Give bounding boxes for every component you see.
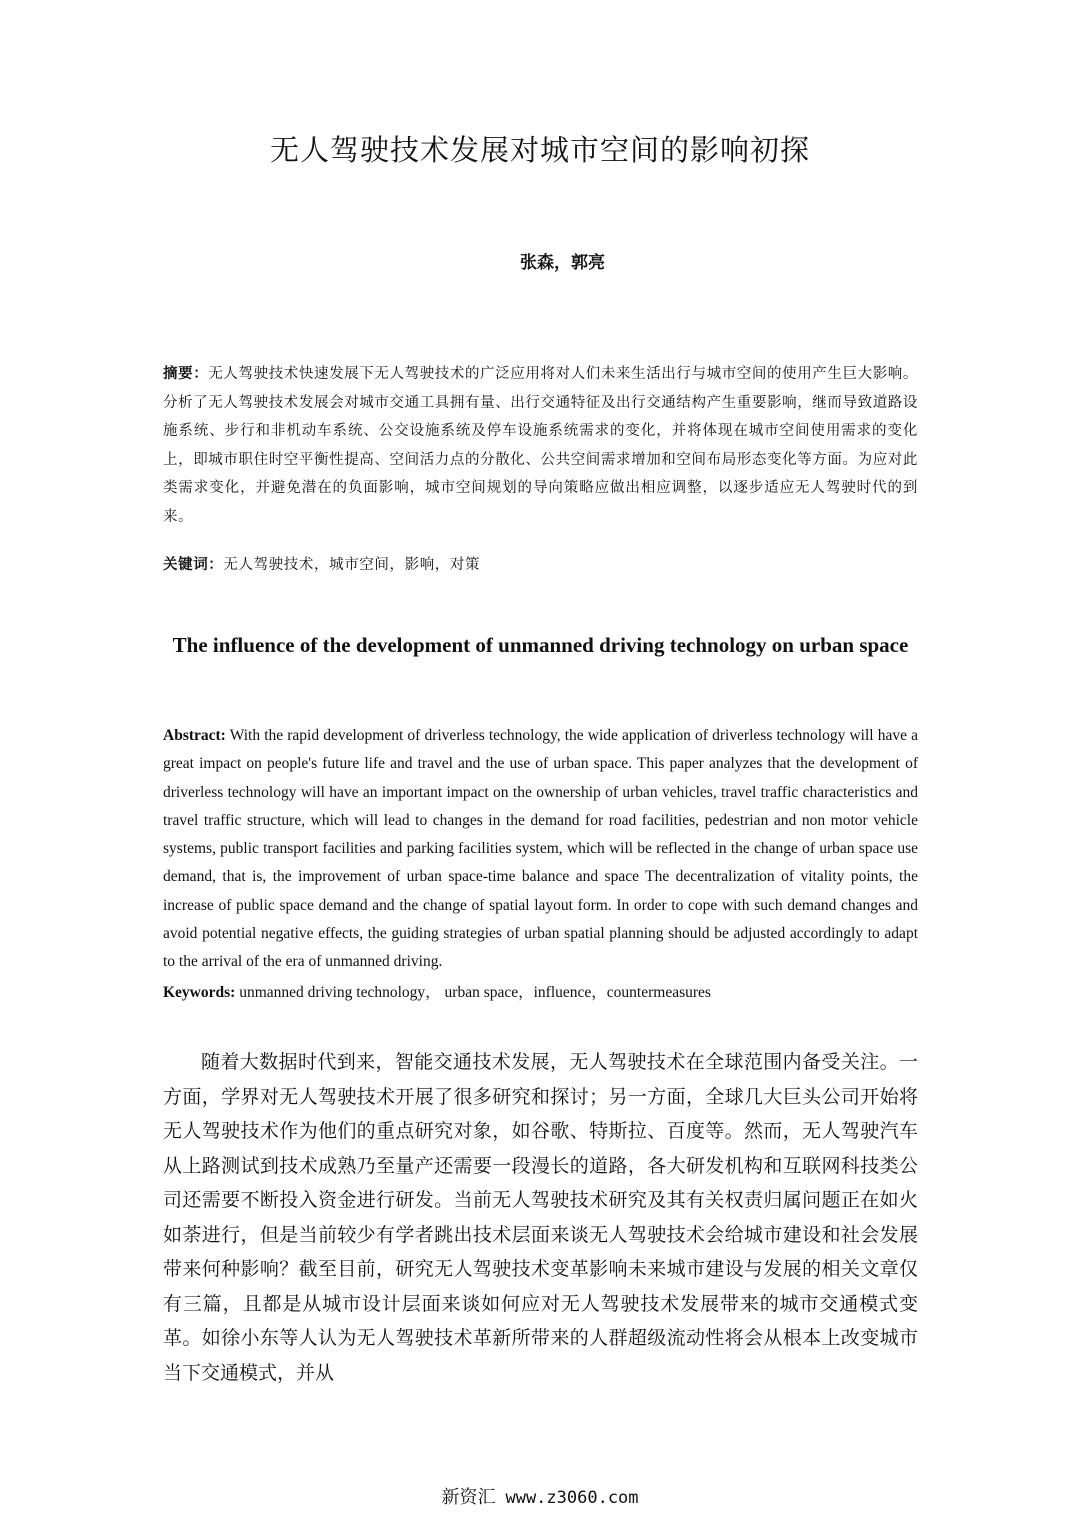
chinese-keywords <box>163 551 918 579</box>
footer-url[interactable]: www.z3060.com <box>505 1488 639 1508</box>
chinese-abstract <box>163 360 918 531</box>
chinese-keywords-label: 关键词： <box>163 556 224 573</box>
body-paragraph: 随着大数据时代到来，智能交通技术发展，无人驾驶技术在全球范围内备受关注。一方面，学界对无人驾驶技术开展了很多研究和探讨；另一方面，全球几大巨头公司开始将无人驾驶技术作为他们的重点研究对象，如谷歌、特斯拉、百度等。然而，无人驾驶汽车从上路测试到技术成熟乃至量产还需要一段漫长的道路，各大研发机构和互联网科技类公司还需要不断投入资金进行研发。当前无人驾驶技术研究及其有关权责归属问题正在如火如荼进行，但是当前较少有学者跳出技术层面来谈无人驾驶技术会给城市建设和社会发展带来何种影响？截至目前，研究无人驾驶技术变革影响未来城市建设与发展的相关文章仅有三篇，且都是从城市设计层面来谈如何应对无人驾驶技术发展带来的城市交通模式变革。如徐小东等人认为无人驾驶技术革新所带来的人群超级流动性将会从根本上改变城市当下交通模式，并从 <box>163 1051 918 1384</box>
footer-watermark <box>0 1483 1080 1509</box>
footer-site-name: 新资汇 <box>441 1487 496 1508</box>
english-abstract-label: Abstract: <box>163 727 226 744</box>
paper-title: 无人驾驶技术发展对城市空间的影响初探 <box>269 133 810 167</box>
chinese-keywords-text: 无人驾驶技术，城市空间，影响，对策 <box>223 557 481 573</box>
english-title: The influence of the development of unmanned driving technology on urban space <box>172 633 909 657</box>
english-keywords <box>163 979 918 1007</box>
chinese-abstract-text: 无人驾驶技术快速发展下无人驾驶技术的广泛应用将对人们未来生活出行与城市空间的使用产生巨大影响。分析了无人驾驶技术发展会对城市交通工具拥有量、出行交通特征及出行交通结构产生重要影响，继而导致道路设施系统、步行和非机动车系统、公交设施系统及停车设施系统需求的变化，并将体现在城市空间使用需求的变化上，即城市职住时空平衡性提高、空间活力点的分散化、公共空间需求增加和空间布局形态变化等方面。为应对此类需求变化，并避免潜在的负面影响，城市空间规划的导向策略应做出相应调整，以逐步适应无人驾驶时代的到来。 <box>163 366 919 525</box>
english-abstract-text: With the rapid development of driverless technology, the wide application of driverless technology will have a great impact on people's future life and travel and the use of urban space. This paper analyzes that the development of driverless technology will have an important impact on the ownership of urban vehicles, travel traffic characteristics and travel traffic structure, which will lead to changes in the demand for road facilities, pedestrian and non motor vehicle systems, public transport facilities and parking facilities system, which will be reflected in the change of urban space use demand, that is, the improvement of urban space-time balance and space The decentralization of vitality points, the increase of public space demand and the change of spatial layout form. In order to cope with such demand changes and avoid potential negative effects, the guiding strategies of urban spatial planning should be adjusted accordingly to adapt to the arrival of the era of unmanned driving. <box>163 727 918 971</box>
chinese-abstract-label: 摘要： <box>163 365 209 382</box>
paper-authors: 张森，郭亮 <box>520 253 605 273</box>
english-keywords-label: Keywords: <box>163 984 236 1001</box>
english-keywords-text: unmanned driving technology， urban space，influence，countermeasures <box>235 984 711 1001</box>
english-abstract <box>163 722 918 977</box>
